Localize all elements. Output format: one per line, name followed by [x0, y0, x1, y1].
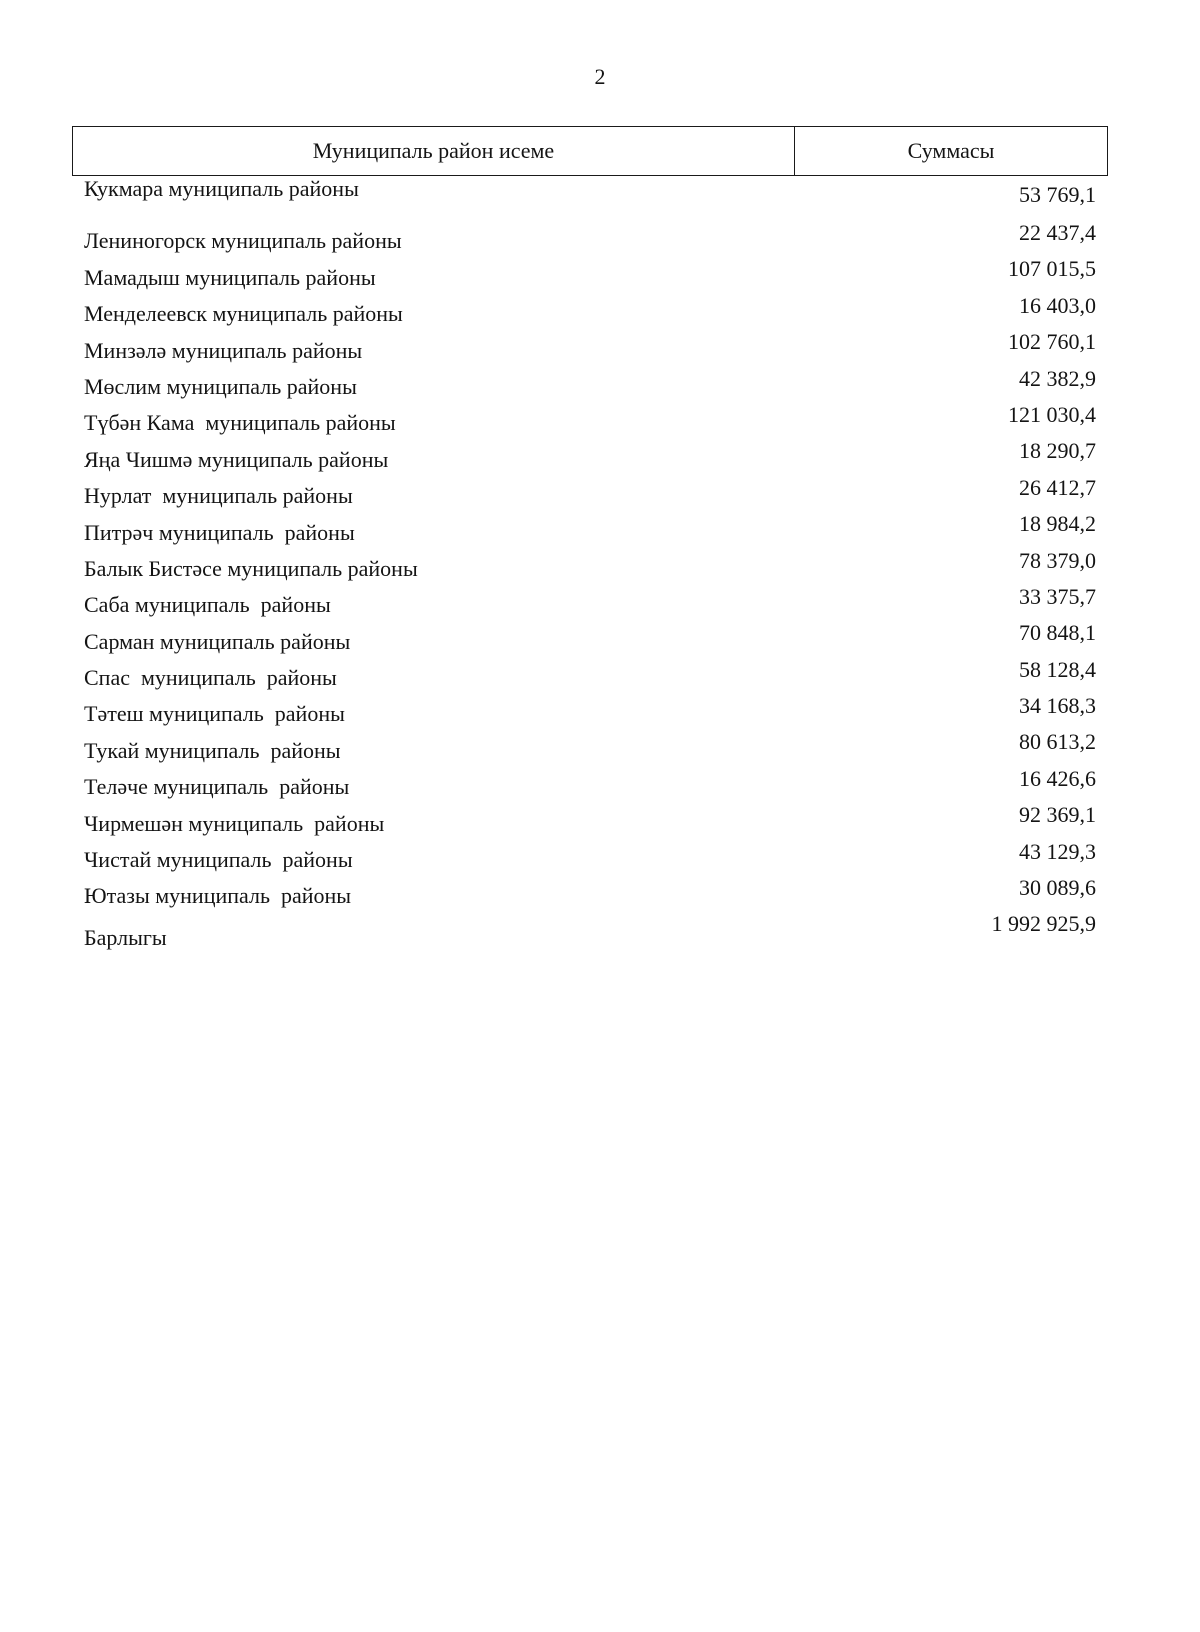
district-amount: 30 089,6: [1019, 875, 1096, 901]
district-amount: 53 769,1: [1019, 182, 1096, 207]
table-row: [84, 329, 1096, 365]
district-name: Чирмешән муниципаль районы: [84, 810, 385, 836]
district-amount: 16 403,0: [1019, 292, 1096, 318]
district-name: Түбән Кама муниципаль районы: [84, 409, 396, 435]
district-amount: 18 984,2: [1019, 511, 1096, 537]
district-amount: 70 848,1: [1019, 620, 1096, 646]
district-amount: 43 129,3: [1019, 838, 1096, 864]
district-name: Питрәч муниципаль районы: [84, 519, 355, 545]
column-header-sum: Суммасы: [907, 138, 995, 163]
district-amount: 78 379,0: [1019, 547, 1096, 573]
table-row: [84, 475, 1096, 511]
table-row: [84, 839, 1096, 875]
total-row: [84, 911, 1096, 951]
district-amount: 102 760,1: [1008, 329, 1096, 355]
district-amount: 18 290,7: [1019, 438, 1096, 464]
district-name: Сарман муниципаль районы: [84, 628, 351, 654]
table-row: [84, 176, 1096, 220]
district-amount: 34 168,3: [1019, 693, 1096, 719]
district-amount: 42 382,9: [1019, 365, 1096, 391]
table-row: [84, 693, 1096, 729]
total-amount: 1 992 925,9: [991, 911, 1096, 937]
column-header-district-name: Муниципаль район исеме: [73, 127, 795, 175]
district-name: Чистай муниципаль районы: [84, 847, 353, 873]
table-row: [84, 584, 1096, 620]
district-name: Нурлат муниципаль районы: [84, 483, 353, 509]
district-name: Теләче муниципаль районы: [84, 774, 350, 800]
district-name: Балык Бистәсе муниципаль районы: [84, 555, 418, 581]
table-row: [84, 766, 1096, 802]
district-amount: 22 437,4: [1019, 220, 1096, 245]
district-name: Лениногорск муниципаль районы: [84, 228, 402, 254]
district-name: Кукмара муниципаль районы: [84, 176, 359, 201]
district-amount: 121 030,4: [1008, 401, 1096, 427]
district-name: Спас муниципаль районы: [84, 665, 337, 691]
table-row: [84, 438, 1096, 474]
table-row: [84, 875, 1096, 911]
table-header: [72, 126, 1108, 176]
table-row: [84, 729, 1096, 765]
district-amount: 26 412,7: [1019, 474, 1096, 500]
district-amount: 16 426,6: [1019, 765, 1096, 791]
table-row: [84, 366, 1096, 402]
district-amount: 33 375,7: [1019, 583, 1096, 609]
district-amount: 92 369,1: [1019, 802, 1096, 828]
district-name: Минзәлә муниципаль районы: [84, 337, 363, 363]
district-list: [84, 176, 1096, 951]
table-row: [84, 220, 1096, 256]
district-name: Тәтеш муниципаль районы: [84, 701, 345, 727]
district-name: Менделеевск муниципаль районы: [84, 301, 403, 327]
table-row: [84, 802, 1096, 838]
district-amount: 58 128,4: [1019, 656, 1096, 682]
page-number: 2: [594, 64, 606, 89]
district-name: Мамадыш муниципаль районы: [84, 264, 376, 290]
table-row: [84, 293, 1096, 329]
district-name: Тукай муниципаль районы: [84, 737, 341, 763]
total-label: Барлыгы: [84, 925, 167, 951]
table-row: [84, 511, 1096, 547]
table-row: [84, 256, 1096, 292]
table-row: [84, 620, 1096, 656]
district-amount: 107 015,5: [1008, 256, 1096, 282]
district-name: Яңа Чишмә муниципаль районы: [84, 446, 389, 472]
district-name: Ютазы муниципаль районы: [84, 883, 352, 909]
district-name: Саба муниципаль районы: [84, 592, 331, 618]
district-name: Мөслим муниципаль районы: [84, 373, 357, 399]
district-amount: 80 613,2: [1019, 729, 1096, 755]
table-row: [84, 402, 1096, 438]
table-row: [84, 548, 1096, 584]
table-row: [84, 657, 1096, 693]
